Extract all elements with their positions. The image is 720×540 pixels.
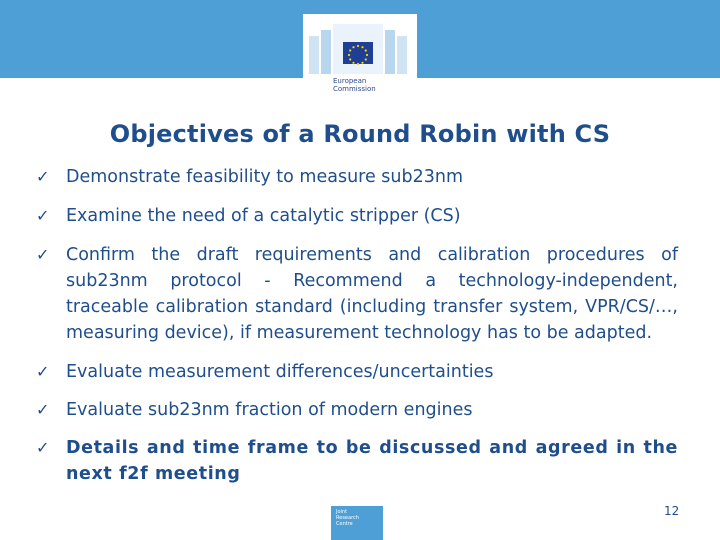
check-icon: ✓: [36, 362, 50, 381]
jrc-logo: [331, 506, 383, 540]
bullet-text: Evaluate measurement differences/uncertainties: [66, 362, 494, 382]
bullet-item: [36, 164, 678, 190]
bullet-item: [36, 203, 678, 229]
european-commission-logo: [303, 14, 417, 102]
check-icon: ✓: [36, 400, 50, 419]
jrc-text: Joint Research Centre: [336, 509, 359, 527]
check-icon: ✓: [36, 245, 50, 264]
bullet-text: Details and time frame to be discussed and agreed in the next f2f meeting: [66, 438, 678, 484]
bullet-text: Confirm the draft requirements and calibration procedures of sub23nm protocol - Recommend a technology-independent, traceable calibration standard (including transfer system, VPR/CS/…, measuring device), if measurement technology has to be adapted.: [66, 245, 678, 343]
bullet-text: Demonstrate feasibility to measure sub23nm: [66, 167, 464, 187]
check-icon: ✓: [36, 206, 50, 225]
logo-text: European Commission: [333, 77, 376, 93]
check-icon: ✓: [36, 438, 51, 457]
bullet-item: [36, 397, 678, 423]
slide-title: Objectives of a Round Robin with CS: [109, 120, 611, 148]
bullet-item: [36, 435, 678, 487]
bullet-item: [36, 359, 678, 385]
bullet-text: Examine the need of a catalytic stripper (CS): [66, 206, 461, 226]
check-icon: ✓: [36, 167, 50, 186]
page-number: 12: [664, 504, 680, 518]
bullet-text: Evaluate sub23nm fraction of modern engines: [66, 400, 473, 420]
bullet-list: [36, 164, 678, 487]
bullet-item: [36, 242, 678, 346]
